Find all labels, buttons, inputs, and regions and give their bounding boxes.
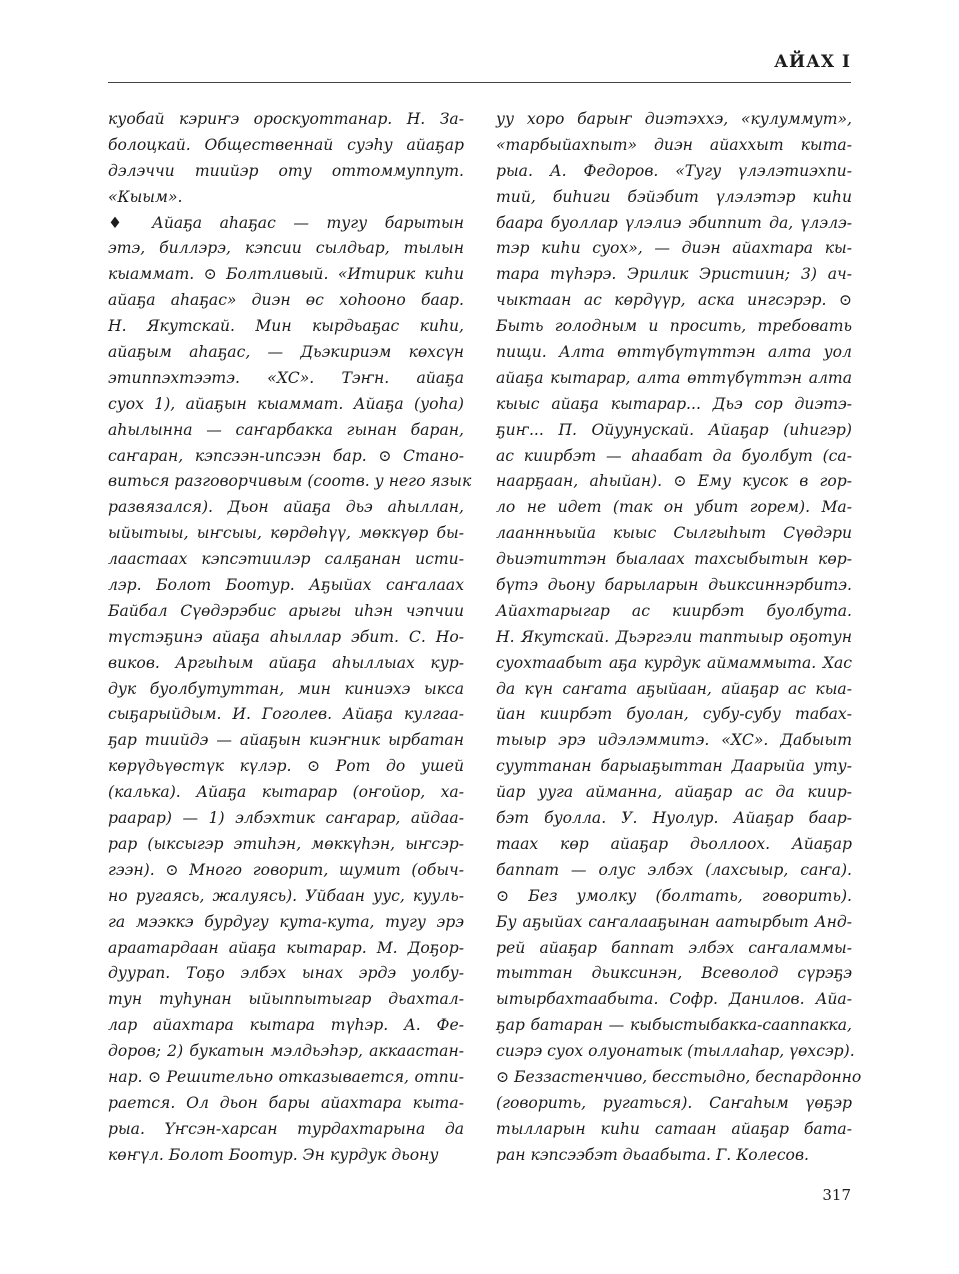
text-line: пищи. Алта өттүбүтүттэн алта уол — [496, 343, 852, 362]
text-line: наарҕаан, аһыйан). ⊙ Ему кусок в гор- — [496, 472, 852, 491]
text-line: развязался). Дьон айаҕа дьэ аһыллан, — [108, 498, 464, 517]
text-line: лэр. Болот Боотур. Аҕыйах саҥалаах — [108, 576, 464, 595]
text-line: бүтэ дьону барыларын дьиксиннэрбитэ. — [496, 576, 852, 595]
text-line: суохтаабыт аҕа курдук аймаммыта. Хас — [496, 653, 852, 672]
text-line: да күн саҥата аҕыйаан, айаҕар ас кыа- — [496, 679, 852, 698]
text-line: раарар) — 1) элбэхтик саҥарар, айдаа- — [108, 809, 464, 828]
text-line: нар. ⊙ Решительно отказывается, отпи- — [108, 1067, 464, 1086]
text-line: тун туһунан ыйыппытыгар дьахтал- — [108, 990, 464, 1009]
text-line: «Кыым». — [108, 187, 183, 206]
text-line: ⊙ Беззастенчиво, бесстыдно, беспардонно — [496, 1067, 862, 1086]
text-line: айаҕа аһаҕас» диэн өс хоһооно баар. — [108, 291, 464, 310]
text-line: суох 1), айаҕын кыаммат. Айаҕа (уоһа) — [108, 394, 464, 413]
text-line: ⊙ Без умолку (болтать, говорить). — [496, 886, 852, 905]
text-line: тылларын киһи сатаан айаҕар бата- — [496, 1119, 852, 1138]
text-line: айаҕым аһаҕас, — Дьэкириэм көхсүн — [108, 343, 464, 362]
text-line: баара буоллар үлэлиэ эбиппит да, үлэлэ- — [496, 213, 852, 232]
text-line: араатардаан айаҕа кытарар. М. Доҕор- — [108, 938, 464, 957]
text-line: рей айаҕар баппат элбэх саҥаламмы- — [496, 938, 852, 957]
text-line: доров; 2) букатын мэлдьэһэр, аккаастан- — [108, 1042, 464, 1061]
text-line: айаҕа кытарар, алта өттүбүттэн алта — [496, 368, 852, 387]
text-line: рар (ыксыгэр этиһэн, мөккүһэн, ыҥсэр- — [108, 834, 464, 853]
text-line: ♦ Айаҕа аһаҕас — тугу барытын — [108, 213, 464, 232]
text-line: Бу аҕыйах саҥалааҕынан аатырбыт Анд- — [496, 912, 852, 931]
text-line: кыаммат. ⊙ Болтливый. «Итирик киһи — [108, 265, 464, 284]
text-line: йан киирбэт буолан, субу-субу табах- — [496, 705, 852, 724]
text-line: тыыр эрэ идэлэммитэ. «ХС». Дабыыт — [496, 731, 852, 750]
text-line: лааннньыйа кыыс Сылгыһыт Сүөдэри — [496, 524, 852, 543]
text-line: Байбал Сүөдэрэбис арыгы иһэн чэпчии — [108, 601, 464, 620]
text-line: тара түһэрэ. Эрилик Эристиин; 3) ач- — [496, 265, 852, 284]
text-line: виков. Аргыһым айаҕа аһыллыах кур- — [108, 653, 464, 672]
text-line: ран кэпсээбэт дьаабыта. Г. Колесов. — [496, 1145, 809, 1164]
text-line: этэ, биллэрэ, кэпсии сылдьар, тылын — [108, 239, 464, 258]
text-line: дуурап. Тоҕо элбэх ынах эрдэ уолбу- — [108, 964, 464, 983]
text-line: йар ууга айманна, айаҕар ас да киир- — [496, 783, 852, 802]
text-line: га мээккэ бурдугу кута-кута, тугу эрэ — [108, 912, 464, 931]
text-line: но ругаясь, жалуясь). Уйбаан уус, кууль- — [108, 886, 464, 905]
text-line: саҥаран, кэпсээн-ипсээн бар. ⊙ Стано- — [108, 446, 464, 465]
text-line: (говорить, ругаться). Саҥаһым үөҕэр — [496, 1093, 852, 1112]
text-line: кыыс айаҕа кытарар... Дьэ сор диэтэ- — [496, 394, 852, 413]
text-line: уу хоро барыҥ диэтэххэ, «кулуммут», — [496, 110, 852, 128]
text-line: рыа. А. Федоров. «Тугу үлэлэтиэхпи- — [496, 161, 852, 180]
text-line: сиэрэ суох олуонатык (тыллаһар, үөхсэр). — [496, 1042, 855, 1061]
text-line: ас киирбэт — аһаабат да буолбут (са- — [496, 446, 852, 465]
text-line: тий, биһиги бэйэбит үлэлэтэр киһи — [496, 187, 852, 206]
text-line: Н. Якутскай. Мин кырдьаҕас киһи, — [108, 317, 464, 336]
text-line: лар айахтара кытара түһэр. А. Фе- — [108, 1016, 464, 1035]
text-line: Быть голодным и просить, требовать — [496, 317, 852, 336]
text-line: этиппэхтээтэ. «ХС». Тэҥн. айаҕа — [108, 368, 464, 387]
text-line: ло не идет (так он убит горем). Ма- — [496, 498, 852, 517]
text-line: сыҕарыйдым. И. Гоголев. Айаҕа кулгаа- — [108, 705, 464, 724]
text-line: ҕар тиийдэ — айаҕын киэҥник ырбатан — [108, 731, 464, 750]
text-line: ҕар батаран — кыбыстыбакка-сааппакка, — [496, 1016, 852, 1035]
text-line: куобай кэриҥэ ороскуоттанар. Н. За- — [108, 110, 464, 128]
running-head: АЙАХ I — [774, 52, 851, 72]
text-line: Н. Якутскай. Дьэргэли таптыыр оҕотун — [496, 627, 852, 646]
text-line: тыттан дьиксинэн, Всеволод сүрэҕэ — [496, 964, 852, 983]
right-column — [496, 107, 862, 1169]
text-line: рыа. Үҥсэн-харсан турдахтарына да — [108, 1119, 464, 1138]
text-line: дьиэтиттэн быалаах тахсыбытын көр- — [496, 550, 852, 569]
text-line: рается. Ол дьон бары айахтара кыта- — [108, 1093, 464, 1112]
text-line: «тарбыйахпыт» диэн айаххыт кыта- — [496, 135, 852, 154]
text-line: лаастаах кэпсэтиилэр салҕанан исти- — [108, 550, 464, 569]
text-line: сууттанан барыаҕыттан Даарыйа уту- — [496, 757, 852, 776]
text-line: аһылынна — саҥарбакка гынан баран, — [108, 420, 464, 439]
text-line: таах көр айаҕар дьоллоох. Айаҕар — [496, 834, 852, 853]
text-line: тэр киһи суох», — диэн айахтара кы- — [496, 239, 852, 258]
text-line: Айахтарыгар ас киирбэт буолбута. — [496, 601, 852, 620]
text-line: ҕиҥ... П. Ойуунускай. Айаҕар (иһигэр) — [496, 420, 852, 439]
text-line: гээн). ⊙ Много говорит, шумит (обыч- — [108, 860, 464, 879]
text-line: көҥүл. Болот Боотур. Эн курдук дьону — [108, 1145, 439, 1164]
header-rule — [108, 82, 851, 83]
left-column — [108, 107, 472, 1169]
text-line: бэт буолла. У. Нуолур. Айаҕар баар- — [496, 809, 852, 828]
text-line: дэлэччи тиийэр оту оттоммуппут. — [108, 161, 464, 180]
text-line: көрүдьүөстүк күлэр. ⊙ Рот до ушей — [108, 757, 464, 776]
text-line: баппат — олус элбэх (лахсыыр, саҥа). — [496, 860, 852, 879]
text-line: чыктаан ас көрдүүр, аска ингсэрэр. ⊙ — [496, 291, 852, 310]
text-line: ыйытыы, ыҥсыы, көрдөһүү, мөккүөр бы- — [108, 524, 464, 543]
text-line: (калька). Айаҕа кытарар (оҥойор, ха- — [108, 783, 464, 802]
text-line: ытырбахтаабыта. Софр. Данилов. Айа- — [496, 990, 852, 1009]
text-line: дук буолбутуттан, мин киниэхэ ыкса — [108, 679, 464, 698]
page-number: 317 — [822, 1186, 851, 1204]
text-line: виться разговорчивым (соотв. у него язык — [108, 472, 472, 491]
text-line: болоцкай. Общественнай суэһу айаҕар — [108, 135, 464, 154]
text-line: түстэҕинэ айаҕа аһыллар эбит. С. Но- — [108, 627, 464, 646]
